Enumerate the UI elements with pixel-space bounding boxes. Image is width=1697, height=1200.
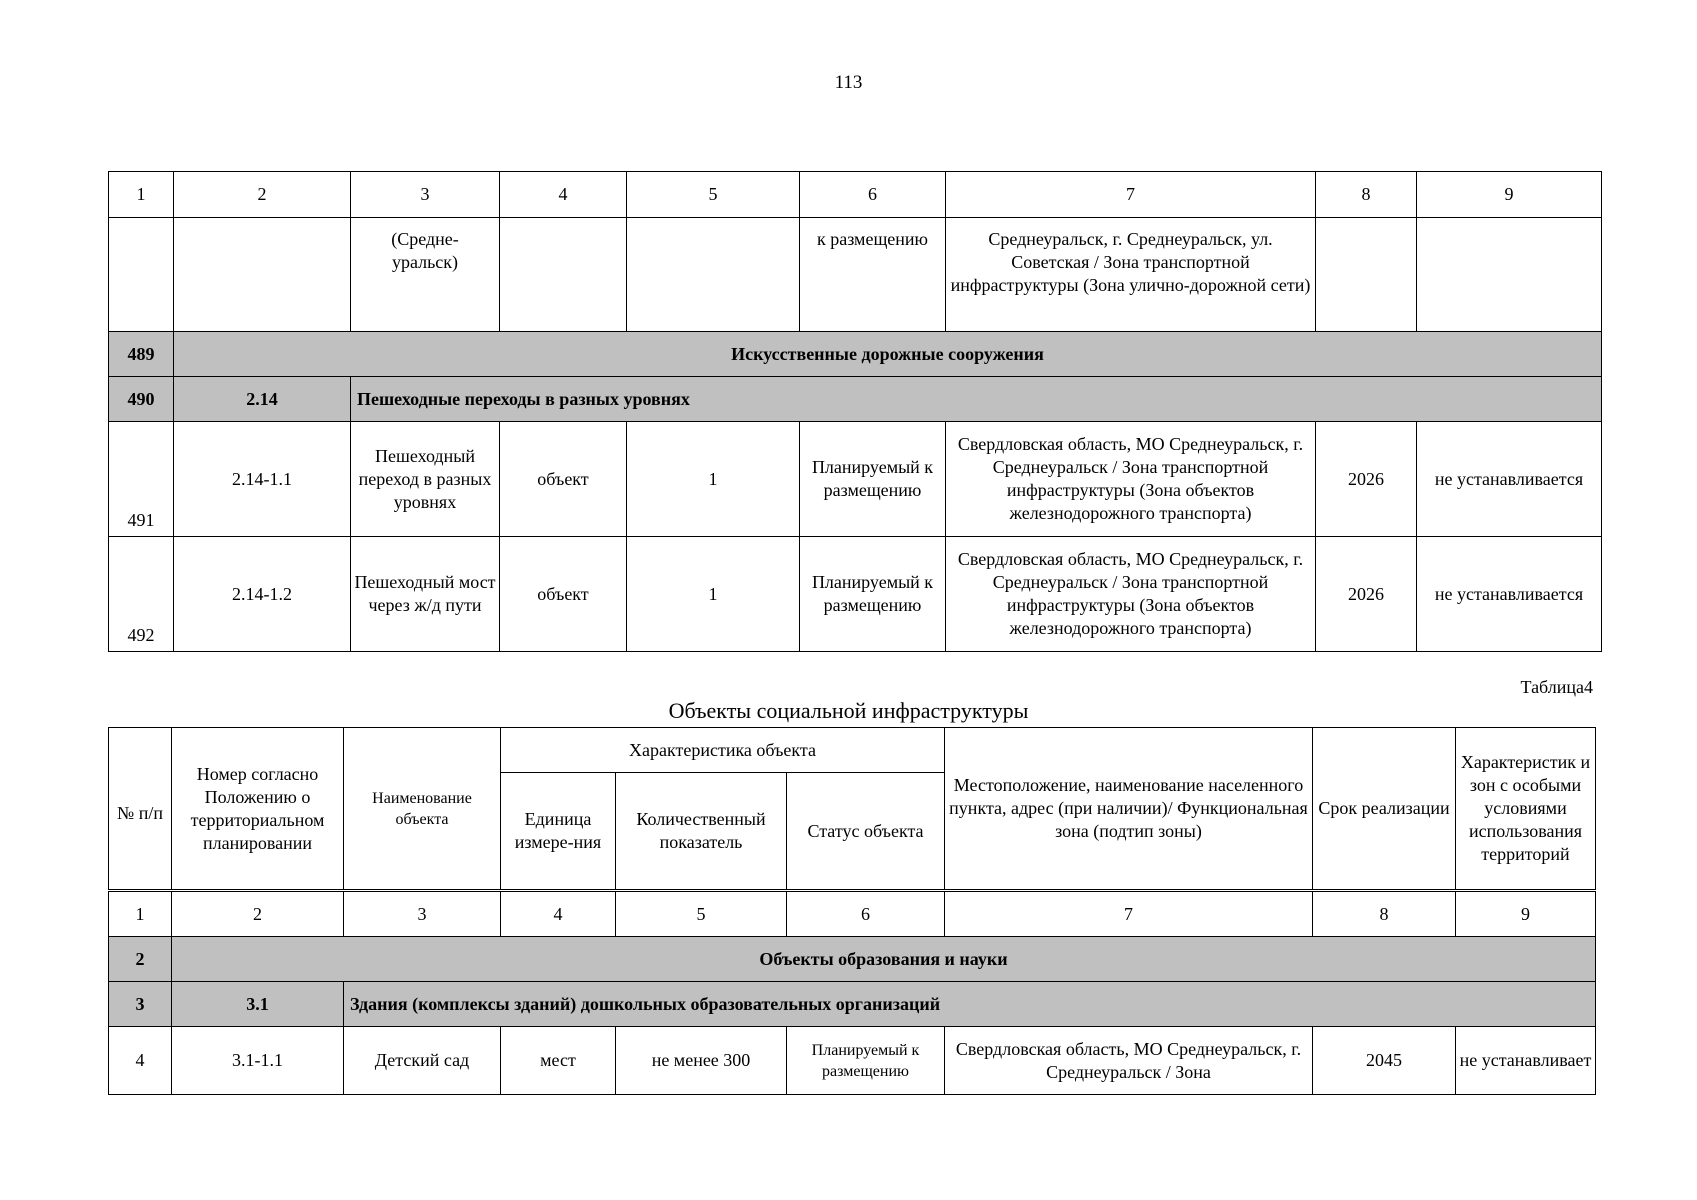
section-title: Искусственные дорожные сооружения bbox=[174, 332, 1602, 377]
col-num-4: 4 bbox=[500, 172, 627, 218]
section-row bbox=[109, 332, 1602, 377]
subsection-title: Пешеходные переходы в разных уровнях bbox=[351, 377, 1602, 422]
col-num-6: 6 bbox=[787, 892, 945, 937]
section-title: Объекты образования и науки bbox=[172, 937, 1596, 982]
object-name: Детский сад bbox=[344, 1027, 501, 1095]
object-name: Пешеходный переход в разных уровнях bbox=[351, 422, 500, 537]
column-number-row bbox=[109, 892, 1596, 937]
subsection-title: Здания (комплексы зданий) дошкольных образовательных организаций bbox=[344, 982, 1596, 1027]
col-num-7: 7 bbox=[946, 172, 1316, 218]
object-name: Пешеходный мост через ж/д пути bbox=[351, 537, 500, 652]
col-num-5: 5 bbox=[616, 892, 787, 937]
header-zones: Характеристик и зон с особыми условиями использования территорий bbox=[1456, 728, 1596, 890]
col-num-8: 8 bbox=[1313, 892, 1456, 937]
row-number: 4 bbox=[109, 1027, 172, 1095]
object-quantity: 1 bbox=[627, 422, 800, 537]
col-num-6: 6 bbox=[800, 172, 946, 218]
header-quantity: Количественный показатель bbox=[616, 773, 787, 890]
object-location: Свердловская область, МО Среднеуральск, г. Среднеуральск / Зона транспортной инфраструктуры (Зона объектов железнодорожного транспорта) bbox=[946, 537, 1316, 652]
object-location: Свердловская область, МО Среднеуральск, г. Среднеуральск / Зона транспортной инфраструктуры (Зона объектов железнодорожного транспорта) bbox=[946, 422, 1316, 537]
col-num-9: 9 bbox=[1456, 892, 1596, 937]
col-num-1: 1 bbox=[109, 892, 172, 937]
object-unit: объект bbox=[500, 537, 627, 652]
subsection-row bbox=[109, 377, 1602, 422]
object-year: 2026 bbox=[1316, 537, 1417, 652]
object-code: 2.14-1.2 bbox=[174, 537, 351, 652]
col-num-3: 3 bbox=[344, 892, 501, 937]
object-status: Планируемый к размещению bbox=[800, 537, 946, 652]
col-num-8: 8 bbox=[1316, 172, 1417, 218]
col-num-3: 3 bbox=[351, 172, 500, 218]
subsection-number: 3 bbox=[109, 982, 172, 1027]
col-num-9: 9 bbox=[1417, 172, 1602, 218]
column-number-row bbox=[109, 172, 1602, 218]
object-status: Планируемый к размещению bbox=[787, 1027, 945, 1095]
col-num-4: 4 bbox=[501, 892, 616, 937]
table-caption: Таблица4 bbox=[1520, 677, 1593, 697]
object-zones: не устанавливается bbox=[1417, 537, 1602, 652]
col-num-5: 5 bbox=[627, 172, 800, 218]
subsection-code: 3.1 bbox=[172, 982, 344, 1027]
header-characteristics: Характеристика объекта bbox=[501, 728, 945, 773]
table-row bbox=[109, 537, 1602, 652]
object-year: 2045 bbox=[1313, 1027, 1456, 1095]
table-title: Объекты социальной инфраструктуры bbox=[668, 698, 1029, 723]
section-number: 489 bbox=[109, 332, 174, 377]
object-quantity: 1 bbox=[627, 537, 800, 652]
social-table-header bbox=[108, 727, 1596, 890]
header-location: Местоположение, наименование населенного пункта, адрес (при наличии)/ Функциональная зона (подтип зоны) bbox=[945, 728, 1313, 890]
section-number: 2 bbox=[109, 937, 172, 982]
transport-table bbox=[108, 171, 1602, 652]
row-number: 491 bbox=[109, 422, 174, 537]
section-row bbox=[109, 937, 1596, 982]
table-row bbox=[109, 422, 1602, 537]
object-year: 2026 bbox=[1316, 422, 1417, 537]
header-unit: Единица измере-ния bbox=[501, 773, 616, 890]
header-name: Наименование объекта bbox=[344, 728, 501, 890]
row-number: 492 bbox=[109, 537, 174, 652]
col-num-2: 2 bbox=[172, 892, 344, 937]
object-location: Среднеуральск, г. Среднеуральск, ул. Советская / Зона транспортной инфраструктуры (Зона улично-дорожной сети) bbox=[946, 218, 1316, 332]
header-year: Срок реализации bbox=[1313, 728, 1456, 890]
object-code: 2.14-1.1 bbox=[174, 422, 351, 537]
object-name: (Средне- уральск) bbox=[351, 218, 500, 332]
col-num-2: 2 bbox=[174, 172, 351, 218]
header-status: Статус объекта bbox=[787, 773, 945, 890]
object-location: Свердловская область, МО Среднеуральск, г. Среднеуральск / Зона bbox=[945, 1027, 1313, 1095]
col-num-1: 1 bbox=[109, 172, 174, 218]
social-table-body bbox=[108, 891, 1596, 1095]
object-code: 3.1-1.1 bbox=[172, 1027, 344, 1095]
subsection-code: 2.14 bbox=[174, 377, 351, 422]
object-unit: объект bbox=[500, 422, 627, 537]
object-zones: не устанавливает bbox=[1456, 1027, 1596, 1095]
subsection-row bbox=[109, 982, 1596, 1027]
header-code: Номер согласно Положению о территориальном планировании bbox=[172, 728, 344, 890]
object-zones: не устанавливается bbox=[1417, 422, 1602, 537]
table-row bbox=[109, 218, 1602, 332]
subsection-number: 490 bbox=[109, 377, 174, 422]
header-num: № п/п bbox=[109, 728, 172, 890]
table-row bbox=[109, 1027, 1596, 1095]
page-number: 113 bbox=[834, 72, 863, 93]
object-status: Планируемый к размещению bbox=[800, 422, 946, 537]
object-status: к размещению bbox=[800, 218, 946, 332]
col-num-7: 7 bbox=[945, 892, 1313, 937]
object-unit: мест bbox=[501, 1027, 616, 1095]
object-quantity: не менее 300 bbox=[616, 1027, 787, 1095]
